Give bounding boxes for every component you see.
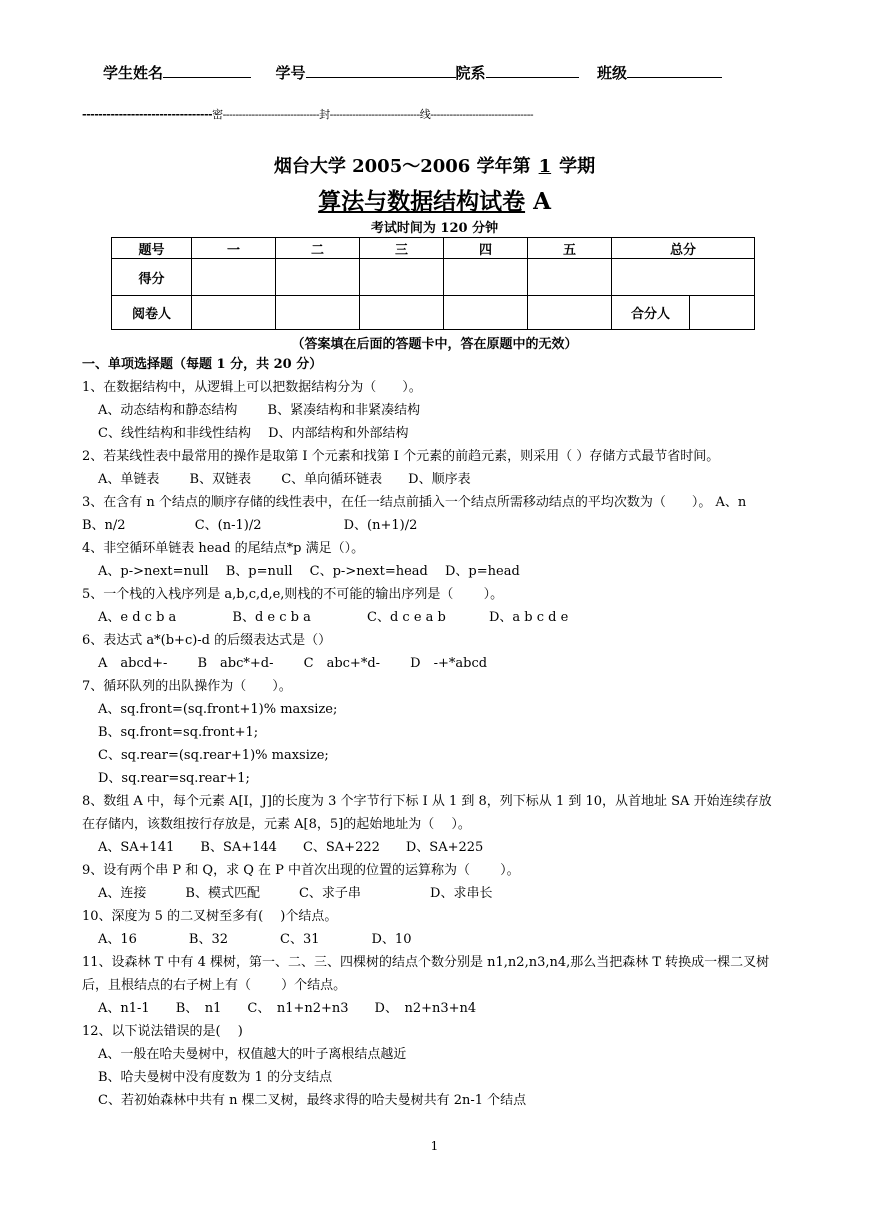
score-header-cell: 四 <box>444 238 528 259</box>
name-field[interactable] <box>163 63 251 78</box>
exam-content <box>82 353 825 1112</box>
option-line: C、sq.rear=(sq.rear+1)% maxsize; <box>98 748 329 763</box>
question-line: 10、深度为 5 的二叉树至多有( )个结点。 <box>82 909 338 924</box>
question-line: 7、循环队列的出队操作为（ ）。 <box>82 679 292 694</box>
option-line: A、n1-1 B、 n1 C、 n1+n2+n3 D、 n2+n3+n4 <box>98 1001 477 1016</box>
grader-cell[interactable] <box>276 296 360 330</box>
term-title-a: 烟台大学 2005～2006 学年第 <box>273 156 531 177</box>
score-header-cell: 一 <box>192 238 276 259</box>
option-line: B、哈夫曼树中没有度数为 1 的分支结点 <box>98 1070 333 1085</box>
question-line: 8、数组 A 中，每个元素 A[I，J]的长度为 3 个字节行下标 I 从 1 到 8，列下标从 1 到 10，从首地址 SA 开始连续存放在存储内，该数组按行存放是，元素 A[8，5]的起始地址为（ ）。 <box>82 794 772 832</box>
option-line: C、线性结构和非线性结构 D、内部结构和外部结构 <box>98 426 409 441</box>
option-line: A、一般在哈夫曼树中，权值越大的叶子离根结点越近 <box>98 1047 407 1062</box>
score-header-cell: 题号 <box>112 238 192 259</box>
seal-char-xian: 线 <box>419 108 431 121</box>
seal-dashes-1: ------------------------------ <box>222 108 320 121</box>
question-line: 1、在数据结构中，从逻辑上可以把数据结构分为（ ）。 <box>82 380 422 395</box>
option-line: B、sq.front=sq.front+1; <box>98 725 259 740</box>
page-number: 1 <box>430 1139 439 1153</box>
seal-dashes-2: ---------------------------- <box>329 108 420 121</box>
score-header-cell: 二 <box>276 238 360 259</box>
grader-row <box>112 296 755 330</box>
term-title-b: 学期 <box>559 156 596 177</box>
score-row-label: 得分 <box>112 259 192 296</box>
option-line: A、p->next=null B、p=null C、p->next=head D、p=head <box>98 564 520 579</box>
grader-cell[interactable] <box>444 296 528 330</box>
answer-note: （答案填在后面的答题卡中，答在原题中的无效） <box>291 337 578 352</box>
option-line: A、sq.front=(sq.front+1)% maxsize; <box>98 702 338 717</box>
score-cell[interactable] <box>192 259 276 296</box>
exam-title <box>0 183 869 216</box>
question-line: 9、设有两个串 P 和 Q，求 Q 在 P 中首次出现的位置的运算称为（ ）。 <box>82 863 520 878</box>
name-label: 学生姓名 <box>103 64 164 82</box>
student-info-header <box>103 62 722 83</box>
question-line: 5、一个栈的入栈序列是 a,b,c,d,e,则栈的不可能的输出序列是（ ）。 <box>82 587 504 602</box>
option-line: A abcd+- B abc*+d- C abc+*d- D -+*abcd <box>98 656 488 671</box>
id-field[interactable] <box>306 63 456 78</box>
option-line: A、动态结构和静态结构 B、紧凑结构和非紧凑结构 <box>98 403 421 418</box>
grader-cell[interactable] <box>528 296 612 330</box>
score-header-cell: 三 <box>360 238 444 259</box>
seal-dashes-right: -------------------------------- <box>430 108 534 121</box>
question-line: 2、若某线性表中最常用的操作是取第 I 个元素和找第 I 个元素的前趋元素，则采用（ ）存储方式最节省时间。 <box>82 449 720 464</box>
question-line: 4、非空循环单链表 head 的尾结点*p 满足（）。 <box>82 541 365 556</box>
question-line: 3、在含有 n 个结点的顺序存储的线性表中，在任一结点前插入一个结点所需移动结点的平均次数为（ ）。 A、n B、n/2 C、(n-1)/2 D、(n+1)/2 <box>82 495 825 533</box>
total-grader-label: 合分人 <box>612 296 690 330</box>
score-row <box>112 259 755 296</box>
option-line: C、若初始森林中共有 n 棵二叉树，最终求得的哈夫曼树共有 2n-1 个结点 <box>98 1093 527 1108</box>
question-line: 11、设森林 T 中有 4 棵树，第一、二、三、四棵树的结点个数分别是 n1,n2,n3,n4,那么当把森林 T 转换成一棵二叉树后，且根结点的右子树上有（ ）个结点。 <box>82 955 770 993</box>
score-total-cell[interactable] <box>612 259 755 296</box>
exam-duration: 考试时间为 120 分钟 <box>370 221 499 236</box>
seal-line <box>82 106 774 122</box>
score-cell[interactable] <box>360 259 444 296</box>
score-table <box>111 237 755 330</box>
score-header-row <box>112 238 755 259</box>
question-line: 12、以下说法错误的是( ) <box>82 1024 243 1039</box>
grader-cell[interactable] <box>360 296 444 330</box>
dept-field[interactable] <box>486 63 579 78</box>
option-line: A、连接 B、模式匹配 C、求子串 D、求串长 <box>98 886 493 901</box>
section-title: 一、单项选择题（每题 1 分，共 20 分） <box>82 357 323 372</box>
grader-cell[interactable] <box>192 296 276 330</box>
score-cell[interactable] <box>276 259 360 296</box>
total-grader-cell[interactable] <box>690 296 755 330</box>
term-number: 1 <box>538 156 552 177</box>
score-cell[interactable] <box>444 259 528 296</box>
option-line: D、sq.rear=sq.rear+1; <box>98 771 250 786</box>
option-line: A、SA+141 B、SA+144 C、SA+222 D、SA+225 <box>98 840 484 855</box>
class-label: 班级 <box>596 64 627 82</box>
class-field[interactable] <box>627 63 722 78</box>
grader-row-label: 阅卷人 <box>112 296 192 330</box>
seal-char-feng: 封 <box>319 108 330 121</box>
exam-title-suffix: A <box>525 188 551 215</box>
seal-dashes-left: -------------------------------- <box>82 108 213 121</box>
seal-char-mi: 密 <box>212 108 223 121</box>
question-line: 6、表达式 a*(b+c)-d 的后缀表达式是（） <box>82 633 332 648</box>
score-cell[interactable] <box>528 259 612 296</box>
exam-term-title <box>0 152 869 178</box>
option-line: A、单链表 B、双链表 C、单向循环链表 D、顺序表 <box>98 472 471 487</box>
dept-label: 院系 <box>455 64 486 82</box>
id-label: 学号 <box>275 64 306 82</box>
score-header-cell: 总分 <box>612 238 755 259</box>
exam-title-main: 算法与数据结构试卷 <box>318 188 526 215</box>
option-line: A、16 B、32 C、31 D、10 <box>98 932 412 947</box>
score-header-cell: 五 <box>528 238 612 259</box>
option-line: A、e d c b a B、d e c b a C、d c e a b D、a b c d e <box>98 610 569 625</box>
